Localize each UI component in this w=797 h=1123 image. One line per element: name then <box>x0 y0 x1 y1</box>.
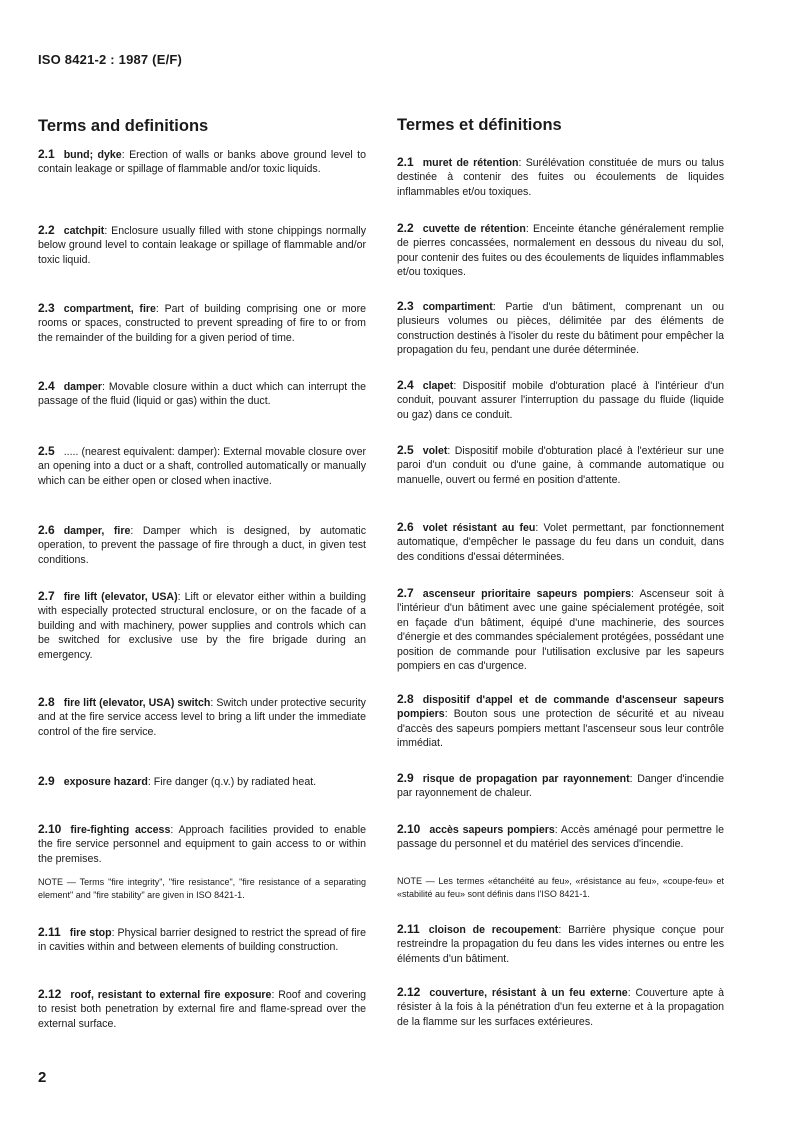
definition-entry <box>397 586 724 673</box>
entry-definition: : Part of building comprising one or more rooms or spaces, constructed to prevent spreading of fire to or from the remainder of the building for a given period of time. <box>38 303 366 344</box>
entry-definition: : Danger d'incendie par rayonnement de chaleur. <box>397 773 724 800</box>
french-section-title: Termes et définitions <box>397 116 562 134</box>
definition-entry <box>397 692 724 751</box>
definition-entry <box>397 985 724 1029</box>
entry-term: catchpit <box>63 225 105 237</box>
entry-term: clapet <box>422 380 454 392</box>
entry-term: couverture, résistant à un feu externe <box>429 987 628 999</box>
entry-definition: : Roof and covering to resist both penetration by external fire and flame-spread over the external surface. <box>38 989 366 1030</box>
entry-number: 2.4 <box>38 379 55 393</box>
entry-term: bund; dyke <box>63 149 122 161</box>
definition-entry <box>397 378 724 422</box>
entry-number: 2.6 <box>397 520 414 534</box>
definition-entry <box>38 147 366 177</box>
entry-number: 2.10 <box>38 822 62 836</box>
entry-number: 2.7 <box>38 589 55 603</box>
entry-number: 2.1 <box>38 147 55 161</box>
entry-number: 2.7 <box>397 586 414 600</box>
entry-number: 2.12 <box>38 987 62 1001</box>
entry-definition: : Dispositif mobile d'obturation placé à l'intérieur d'un conduit, pouvant assurer l'interruption du passage du fluide (liquide ou gaz) dans ce conduit. <box>397 380 724 421</box>
entry-number: 2.4 <box>397 378 414 392</box>
entry-term: volet résistant au feu <box>422 522 536 534</box>
entry-definition: : Switch under protective security and at the fire service access level to bring a lift under the immediate control of the fire service. <box>38 697 366 738</box>
entry-number: 2.10 <box>397 822 421 836</box>
definition-entry <box>397 221 724 280</box>
entry-number: 2.3 <box>397 299 414 313</box>
definition-entry <box>38 301 366 345</box>
entry-definition: : Erection of walls or banks above ground level to contain leakage or spillage of flammable and/or toxic liquids. <box>38 149 366 176</box>
entry-number: 2.9 <box>38 774 55 788</box>
definition-entry <box>38 444 366 488</box>
entry-definition: : Dispositif mobile d'obturation placé à l'extérieur sur une paroi d'un conduit ou d'une gaine, à commande automatique ou manuelle, ouvert ou fermé en position d'attente. <box>397 445 724 486</box>
entry-term: cloison de recoupement <box>428 924 559 936</box>
entry-term: roof, resistant to external fire exposure <box>70 989 272 1001</box>
definition-entry <box>397 299 724 358</box>
entry-definition: : Accès aménagé pour permettre le passage du personnel et du matériel des services d'incendie. <box>397 824 724 851</box>
page-number: 2 <box>38 1069 47 1086</box>
definition-entry <box>38 379 366 409</box>
definition-entry <box>38 523 366 567</box>
entry-number: 2.1 <box>397 155 414 169</box>
entry-definition: : Damper which is designed, by automatic operation, to prevent the passage of fire through a duct, in given test conditions. <box>38 525 366 566</box>
entry-term: muret de rétention <box>422 157 519 169</box>
definition-entry <box>397 822 724 852</box>
document-header: ISO 8421-2 : 1987 (E/F) <box>38 52 183 67</box>
entry-definition: : Couverture apte à résister à la fois à la pénétration d'un feu externe et à la propagation de la flamme sur les surfaces extérieures. <box>397 987 724 1028</box>
entry-term: cuvette de rétention <box>422 223 526 235</box>
entry-number: 2.11 <box>397 922 420 936</box>
entry-definition: : Barrière physique conçue pour restreindre la propagation du feu dans les vides internes ou entre les éléments d'un bâtiment. <box>397 924 724 965</box>
entry-term: risque de propagation par rayonnement <box>422 773 630 785</box>
entry-definition: ..... (nearest equivalent: damper): External movable closure over an opening into a duct or a shaft, controlled automatically or manually which can be either open or closed when inactive. <box>38 446 366 487</box>
entry-term: damper <box>63 381 102 393</box>
entry-number: 2.5 <box>38 444 55 458</box>
entry-term: dispositif d'appel et de commande d'ascenseur sapeurs pompiers <box>397 694 724 721</box>
entry-definition: : Movable closure within a duct which can interrupt the passage of the fluid (liquid or gas) within the duct. <box>38 381 366 408</box>
note-text: NOTE — Les termes «étanchéité au feu», «résistance au feu», «coupe-feu» et «stabilité au feu» sont définis dans l'ISO 8421-1. <box>397 876 724 899</box>
entry-definition: : Enclosure usually filled with stone chippings normally below ground level to contain leakage or spillage of flammable and/or toxic liquid. <box>38 225 366 266</box>
entry-term: compartment, fire <box>63 303 156 315</box>
note-text: NOTE — Terms "fire integrity", "fire resistance", "fire resistance of a separating element" and "fire stability" are given in ISO 8421-1. <box>38 877 366 900</box>
entry-term: fire lift (elevator, USA) <box>63 591 178 603</box>
definition-entry <box>38 589 366 662</box>
entry-definition: : Physical barrier designed to restrict the spread of fire in cavities within and between elements of building construction. <box>38 927 367 954</box>
entry-definition: : Bouton sous une protection de sécurité et au niveau d'accès des sapeurs pompiers mettant l'ascenseur sous leur contrôle immédiat. <box>397 708 724 750</box>
entry-number: 2.2 <box>397 221 414 235</box>
entry-definition: : Ascenseur soit à l'intérieur d'un bâtiment avec une gaine spécialement protégée, soit en façade d'un bâtiment, équipé d'une machinerie, des sources d'énergie et des commandes spécialement protégées, possédant une position de commande pour l'utilisation exclusive par les sapeurs pompiers en cas d'urgence. <box>397 588 724 673</box>
entry-term: volet <box>422 445 448 457</box>
entry-definition: : Volet permettant, par fonctionnement automatique, d'empêcher le passage du feu dans un conduit, dans des conditions d'essai déterminées. <box>397 522 725 563</box>
english-section-title: Terms and definitions <box>38 117 209 135</box>
entry-number: 2.12 <box>397 985 421 999</box>
definition-entry <box>397 155 724 199</box>
entry-term: fire-fighting access <box>70 824 171 836</box>
definition-entry <box>38 774 366 789</box>
entry-definition: : Enceinte étanche généralement remplie de pierres concassées, normalement en dessous du niveau du sol, pour contenir des fuites ou des écoulements de liquides inflammables et/ou toxiques. <box>397 223 724 279</box>
entry-term: ascenseur prioritaire sapeurs pompiers <box>422 588 632 600</box>
definition-entry <box>397 443 724 487</box>
entry-definition: : Partie d'un bâtiment, comprenant un ou plusieurs volumes ou pièces, délimitée par des éléments de construction destinés à l'isoler du reste du bâtiment pour empêcher la propagation du feu, pendant une durée déterminée. <box>397 301 724 357</box>
entry-definition: : Fire danger (q.v.) by radiated heat. <box>147 776 317 788</box>
definition-entry <box>397 922 724 966</box>
entry-definition: : Surélévation constituée de murs ou talus destinée à contenir des fuites ou écoulements de liquides inflammables et/ou toxiques. <box>397 157 724 198</box>
definition-entry <box>38 925 366 955</box>
definition-entry <box>397 771 724 801</box>
definition-entry <box>38 822 366 866</box>
entry-number: 2.8 <box>38 695 55 709</box>
entry-number: 2.11 <box>38 925 61 939</box>
entry-number: 2.8 <box>397 692 414 706</box>
entry-number: 2.5 <box>397 443 414 457</box>
entry-number: 2.6 <box>38 523 55 537</box>
entry-number: 2.3 <box>38 301 55 315</box>
entry-term: accès sapeurs pompiers <box>429 824 555 836</box>
entry-term: exposure hazard <box>63 776 148 788</box>
entry-definition: : Lift or elevator either within a building with especially protected structural enclosure, or on the facade of a building and with machinery, power supplies and controls which can be switched for exclusive use by the fire brigade during an emergency. <box>38 591 366 661</box>
definition-entry <box>397 520 724 564</box>
entry-number: 2.9 <box>397 771 414 785</box>
entry-term: fire stop <box>69 927 112 939</box>
entry-term: damper, fire <box>63 525 131 537</box>
definition-entry <box>38 695 366 739</box>
definition-entry <box>38 987 366 1031</box>
entry-definition: : Approach facilities provided to enable the fire service personnel and equipment to gain access to or within the premises. <box>38 824 367 865</box>
entry-number: 2.2 <box>38 223 55 237</box>
entry-term: compartiment <box>422 301 493 313</box>
definition-entry <box>38 223 366 267</box>
entry-term: fire lift (elevator, USA) switch <box>63 697 211 709</box>
